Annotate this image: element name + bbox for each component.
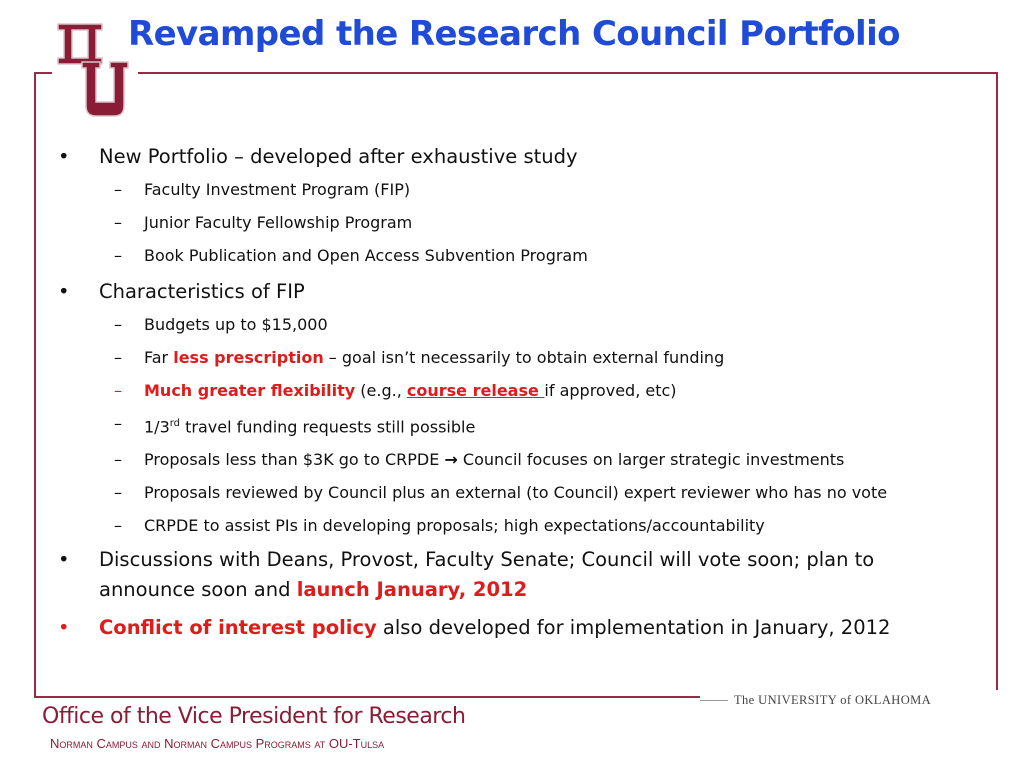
- highlight-text: Much greater flexibility: [144, 381, 356, 400]
- bullet-discussions: [58, 545, 958, 605]
- wordmark-rule: [700, 700, 728, 701]
- footer-office-title: Office of the Vice President for Research: [42, 704, 466, 729]
- highlight-text: Conflict of interest policy: [99, 616, 377, 640]
- bullet-text: also developed for implementation in January, 2012: [376, 616, 891, 640]
- highlight-text: less prescription: [173, 348, 324, 367]
- sub-item: [58, 209, 958, 236]
- dash-mark: –: [114, 450, 122, 470]
- sub-item-text: Proposals less than $3K go to CRPDE: [144, 450, 445, 470]
- sub-item: [58, 242, 958, 269]
- sub-item-text: CRPDE to assist PIs in developing proposals; high expectations/accountability: [144, 516, 765, 536]
- sub-item-text: if approved, etc): [544, 381, 677, 400]
- bullet-text: Characteristics of FIP: [99, 280, 305, 303]
- university-wordmark: [700, 690, 1000, 710]
- dash-mark: –: [114, 483, 122, 503]
- dash-mark: –: [114, 246, 122, 265]
- sub-item: [58, 176, 958, 203]
- bullet-text: New Portfolio – developed after exhaustive study: [99, 145, 578, 168]
- sub-item: [58, 311, 958, 338]
- sub-item: [58, 446, 958, 473]
- sub-item-text: Junior Faculty Fellowship Program: [144, 213, 413, 232]
- sub-item: [58, 479, 958, 506]
- bullet-conflict-policy: [58, 613, 958, 643]
- bullet-characteristics: [58, 277, 958, 307]
- bullet-mark: •: [58, 280, 70, 303]
- dash-mark: –: [114, 213, 122, 232]
- highlight-text: launch January, 2012: [296, 578, 528, 602]
- dash-mark: –: [114, 180, 122, 199]
- sub-item-highlighted: [58, 377, 958, 404]
- arrow-right-icon: →: [444, 450, 458, 470]
- dash-mark: –: [114, 348, 122, 367]
- slide-content: [58, 140, 958, 643]
- sub-item: [58, 344, 958, 371]
- slide-title: Revamped the Research Council Portfolio: [128, 14, 900, 54]
- sub-item-text: Faculty Investment Program (FIP): [144, 180, 411, 199]
- dash-mark: –: [114, 516, 122, 536]
- bullet-mark: •: [58, 616, 70, 640]
- sub-item-text: Council focuses on larger strategic investments: [457, 450, 845, 470]
- sub-item-text: travel funding requests still possible: [180, 417, 476, 437]
- bullet-new-portfolio: [58, 142, 958, 172]
- sub-item-text: Far: [144, 348, 174, 367]
- sub-item-text: Proposals reviewed by Council plus an external (to Council) expert reviewer who has no vote: [144, 483, 888, 503]
- bullet-text: Discussions with Deans, Provost, Faculty Senate; Council will vote soon; plan to announce soon and: [99, 548, 875, 602]
- sub-item-text: Book Publication and Open Access Subvention Program: [144, 246, 588, 265]
- ou-logo-mark: [52, 18, 138, 130]
- sub-item-text: 1/3: [144, 417, 170, 437]
- bullet-mark: •: [58, 145, 70, 168]
- sub-item-text: Budgets up to $15,000: [144, 315, 328, 334]
- sub-item: [58, 410, 958, 440]
- superscript: rd: [169, 418, 181, 429]
- dash-mark: –: [114, 315, 122, 334]
- sub-item-text: (e.g.,: [355, 381, 407, 400]
- ou-logo: [52, 18, 138, 130]
- wordmark-text: The UNIVERSITY of OKLAHOMA: [734, 692, 932, 707]
- dash-mark: –: [114, 414, 122, 433]
- footer-campus-subtitle: Norman Campus and Norman Campus Programs at OU-Tulsa: [50, 736, 385, 751]
- sub-item: [58, 512, 958, 539]
- course-release-link[interactable]: course release: [406, 381, 545, 400]
- dash-mark: –: [114, 381, 122, 400]
- sub-item-text: – goal isn’t necessarily to obtain external funding: [323, 348, 725, 367]
- bullet-mark: •: [58, 548, 70, 572]
